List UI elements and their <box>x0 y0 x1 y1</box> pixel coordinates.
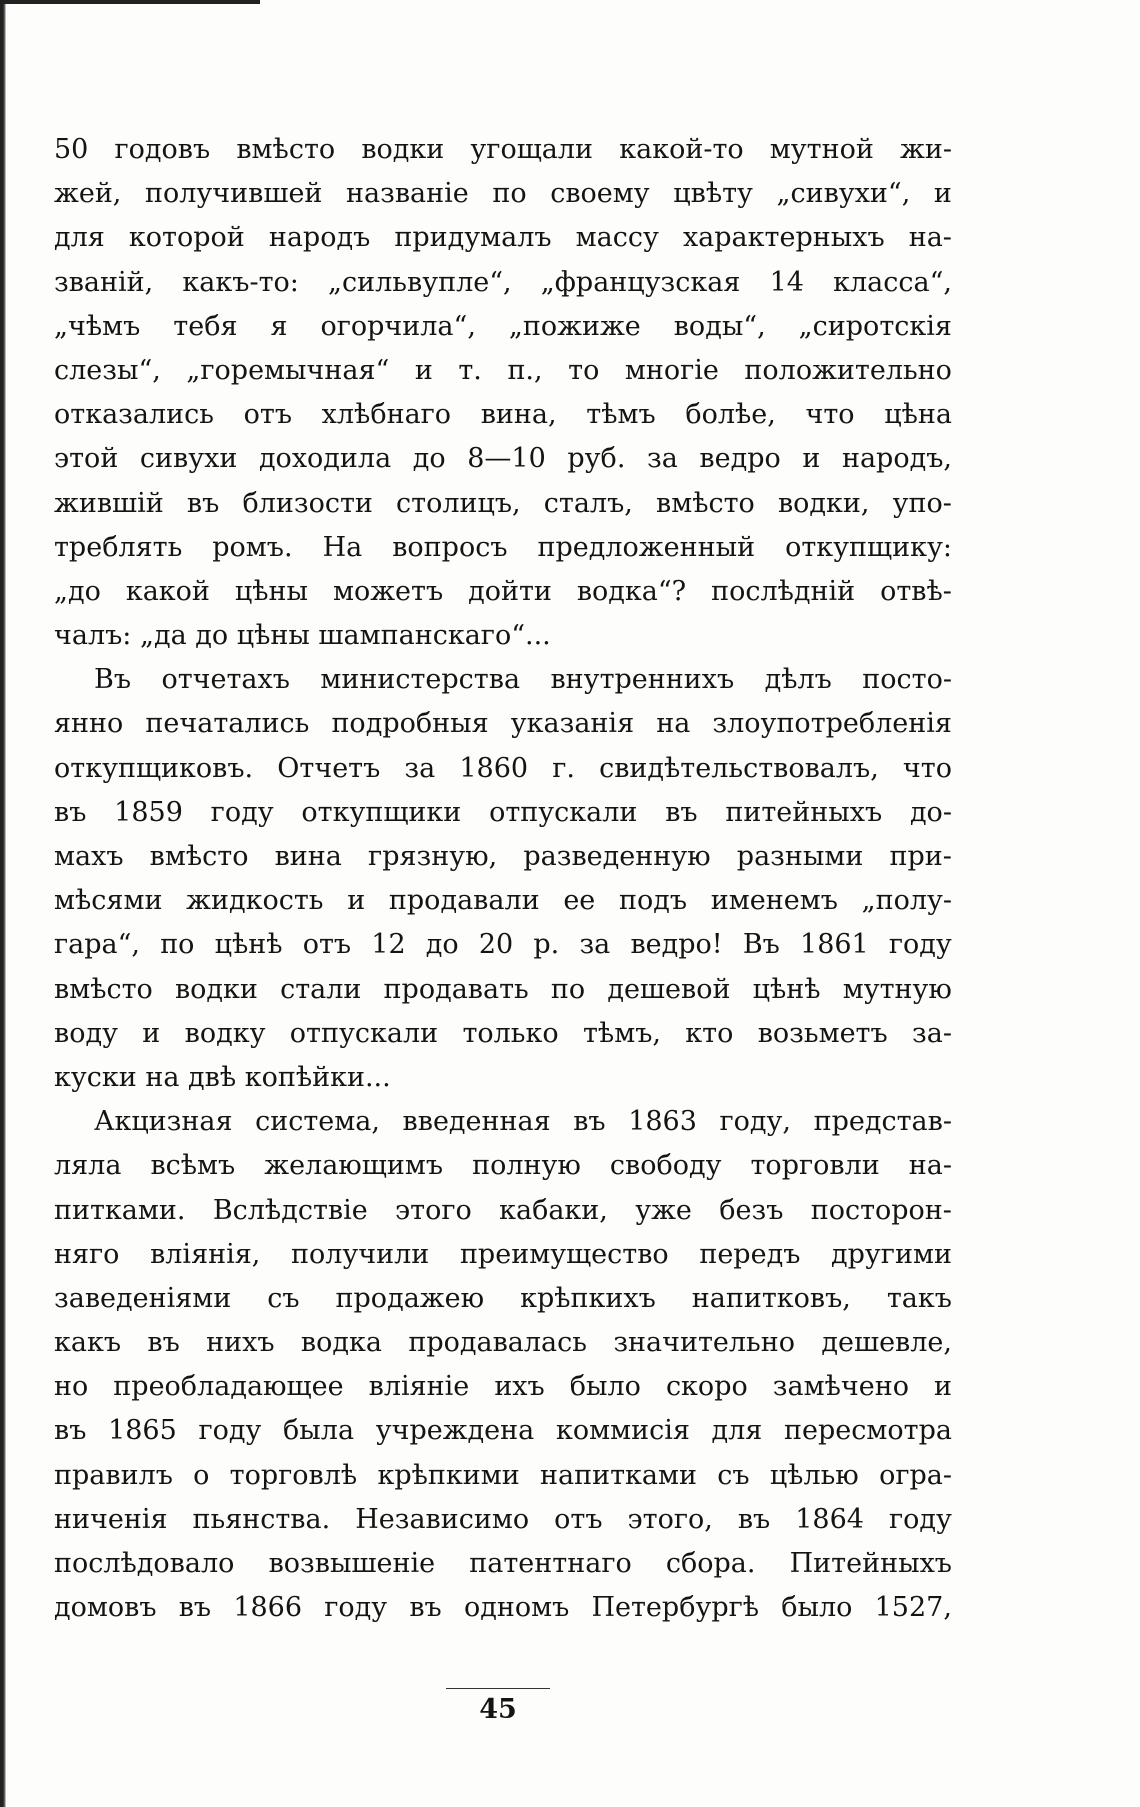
text-line: воду и водку отпускали только тѣмъ, кто возьметъ за- <box>54 1017 952 1049</box>
text-line: питками. Вслѣдствіе этого кабаки, уже безъ посторон- <box>54 1194 952 1226</box>
text-line: отказались отъ хлѣбнаго вина, тѣмъ болѣе, что цѣна <box>54 399 952 431</box>
text-line: слезы“, „горемычная“ и т. п., то многіе положительно <box>54 354 952 386</box>
text-line: куски на двѣ копѣйки... <box>54 1061 391 1093</box>
text-line: этой сивухи доходила до 8—10 руб. за ведро и народъ, <box>54 443 952 475</box>
text-line: для которой народъ придумалъ массу характерныхъ на- <box>54 222 952 254</box>
text-line: „до какой цѣны можетъ дойти водка“? послѣдній отвѣ- <box>54 575 952 607</box>
text-line: Въ отчетахъ министерства внутреннихъ дѣлъ посто- <box>94 664 952 696</box>
text-line: въ 1859 году откупщики отпускали въ питейныхъ до- <box>54 796 952 828</box>
footer-rule <box>446 1688 550 1689</box>
text-line: какъ въ нихъ водка продавалась значительно дешевле, <box>54 1327 952 1359</box>
text-line: послѣдовало возвышеніе патентнаго сбора. Питейныхъ <box>54 1548 952 1579</box>
text-line: Акцизная система, введенная въ 1863 году, представ- <box>94 1106 952 1138</box>
text-line: треблять ромъ. На вопросъ предложенный откупщику: <box>54 531 952 563</box>
text-line: жившій въ близости столицъ, сталъ, вмѣсто водки, упо- <box>54 487 952 519</box>
text-line: ляла всѣмъ желающимъ полную свободу торговли на- <box>54 1150 952 1182</box>
text-line: 50 годовъ вмѣсто водки угощали какой-то мутной жи- <box>54 134 952 165</box>
text-line: ниченія пьянства. Независимо отъ этого, въ 1864 году <box>54 1503 952 1535</box>
page-number: 45 <box>479 1694 517 1725</box>
text-line: званій, какъ-то: „сильвупле“, „французская 14 класса“, <box>54 266 952 298</box>
page-edge-shadow <box>0 0 6 1807</box>
text-line: няго вліянія, получили преимущество передъ другими <box>54 1238 952 1270</box>
text-line: домовъ въ 1866 году въ одномъ Петербургѣ было 1527, <box>54 1592 952 1624</box>
page-top-edge <box>0 0 260 4</box>
text-line: жей, получившей названіе по своему цвѣту „сивухи“, и <box>54 178 952 210</box>
text-line: откупщиковъ. Отчетъ за 1860 г. свидѣтельствовалъ, что <box>54 752 952 784</box>
text-line: правилъ о торговлѣ крѣпкими напитками съ цѣлью огра- <box>54 1459 952 1491</box>
text-line: гара“, по цѣнѣ отъ 12 до 20 р. за ведро! Въ 1861 году <box>54 929 952 961</box>
text-line: мѣсями жидкость и продавали ее подъ именемъ „полу- <box>54 885 952 917</box>
text-line: „чѣмъ тебя я огорчила“, „пожиже воды“, „сиротскія <box>54 310 952 342</box>
text-line: чалъ: „да до цѣны шампанскаго“... <box>54 620 551 652</box>
text-line: но преобладающее вліяніе ихъ было скоро замѣчено и <box>54 1371 952 1403</box>
body-text <box>54 128 952 1630</box>
text-line: махъ вмѣсто вина грязную, разведенную разными при- <box>54 841 952 872</box>
text-line: въ 1865 году была учреждена коммисія для пересмотра <box>54 1415 952 1447</box>
text-line: вмѣсто водки стали продавать по дешевой цѣнѣ мутную <box>54 973 952 1005</box>
text-line: янно печатались подробныя указанія на злоупотребленія <box>54 708 952 740</box>
text-line: заведеніями съ продажею крѣпкихъ напитковъ, такъ <box>54 1282 952 1314</box>
